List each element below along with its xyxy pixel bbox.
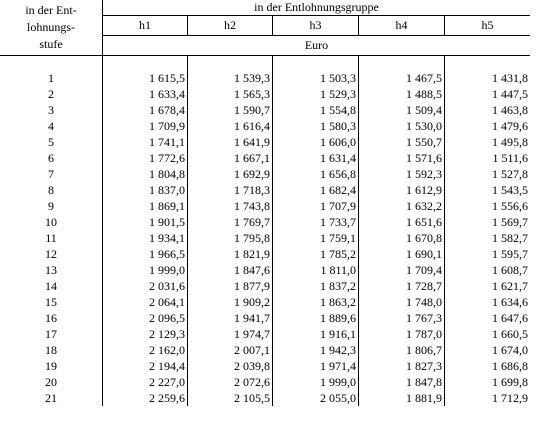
group-h3-header: h3 <box>273 16 359 36</box>
amount-cell: 1 550,7 <box>359 134 445 150</box>
stufe-cell: 17 <box>0 326 103 342</box>
spacer <box>273 56 359 70</box>
amount-cell: 1 699,8 <box>492 375 528 389</box>
amount-cell: 1 769,7 <box>188 214 273 230</box>
stufe-cell: 7 <box>0 166 103 182</box>
amount-cell: 1 682,4 <box>273 182 359 198</box>
amount-cell: 1 741,1 <box>103 134 188 150</box>
amount-cell: 1 592,3 <box>359 166 445 182</box>
amount-cell: 2 162,0 <box>103 342 188 358</box>
amount-cell: 1 582,7 <box>492 231 528 245</box>
spacer <box>0 56 103 70</box>
amount-cell: 2 259,6 <box>103 390 188 406</box>
amount-cell: 1 767,3 <box>359 310 445 326</box>
amount-cell: 1 641,9 <box>188 134 273 150</box>
amount-cell: 1 530,0 <box>359 118 445 134</box>
amount-cell: 2 227,0 <box>103 374 188 390</box>
amount-cell: 2 129,3 <box>103 326 188 342</box>
amount-cell: 1 447,5 <box>492 87 528 101</box>
amount-cell: 1 580,3 <box>273 118 359 134</box>
amount-cell: 1 787,0 <box>359 326 445 342</box>
amount-cell: 1 590,7 <box>188 102 273 118</box>
amount-cell: 1 651,6 <box>359 214 445 230</box>
amount-cell: 1 656,8 <box>273 166 359 182</box>
stufe-cell: 10 <box>0 214 103 230</box>
amount-cell: 1 692,9 <box>188 166 273 182</box>
amount-cell: 1 615,5 <box>103 70 188 86</box>
stufe-cell: 19 <box>0 358 103 374</box>
amount-cell: 1 674,0 <box>492 343 528 357</box>
amount-cell: 2 039,8 <box>188 358 273 374</box>
amount-cell: 1 621,7 <box>492 279 528 293</box>
amount-cell: 1 743,8 <box>188 198 273 214</box>
amount-cell: 2 007,1 <box>188 342 273 358</box>
stufe-cell: 15 <box>0 294 103 310</box>
group-h1-header: h1 <box>103 16 188 36</box>
amount-cell: 1 863,2 <box>273 294 359 310</box>
amount-cell: 1 748,0 <box>359 294 445 310</box>
stufe-header-line: in der Ent- <box>25 3 77 17</box>
amount-cell: 1 431,8 <box>492 71 528 85</box>
amount-cell: 2 055,0 <box>273 390 359 406</box>
amount-cell: 1 539,3 <box>188 70 273 86</box>
stufe-cell: 16 <box>0 310 103 326</box>
amount-cell: 1 712,9 <box>492 391 528 405</box>
amount-cell: 1 709,4 <box>359 262 445 278</box>
amount-cell: 1 647,6 <box>492 311 528 325</box>
amount-cell: 1 941,7 <box>188 310 273 326</box>
amount-cell: 1 999,0 <box>273 374 359 390</box>
amount-cell: 1 847,6 <box>188 262 273 278</box>
amount-cell: 1 709,9 <box>103 118 188 134</box>
stufe-cell: 12 <box>0 246 103 262</box>
amount-cell: 1 889,6 <box>273 310 359 326</box>
amount-cell: 1 511,6 <box>492 151 528 165</box>
amount-cell: 1 543,5 <box>492 183 528 197</box>
stufe-header-line: lohnungs- <box>27 20 75 34</box>
amount-cell: 2 105,5 <box>188 390 273 406</box>
amount-cell: 1 971,4 <box>273 358 359 374</box>
stufe-cell: 14 <box>0 278 103 294</box>
amount-cell: 1 811,0 <box>273 262 359 278</box>
amount-cell: 1 633,4 <box>103 86 188 102</box>
amount-cell: 1 488,5 <box>359 86 445 102</box>
stufe-cell: 4 <box>0 118 103 134</box>
amount-cell: 2 031,6 <box>103 278 188 294</box>
stufe-cell: 3 <box>0 102 103 118</box>
amount-cell: 1 660,5 <box>492 327 528 341</box>
amount-cell: 1 999,0 <box>103 262 188 278</box>
amount-cell: 1 632,2 <box>359 198 445 214</box>
stufe-cell: 21 <box>0 390 103 406</box>
amount-cell: 1 916,1 <box>273 326 359 342</box>
amount-cell: 1 670,8 <box>359 230 445 246</box>
amount-cell: 2 096,5 <box>103 310 188 326</box>
amount-cell: 1 707,9 <box>273 198 359 214</box>
spacer <box>188 56 273 70</box>
amount-cell: 1 569,7 <box>492 215 528 229</box>
stufe-header <box>0 0 103 56</box>
amount-cell: 1 495,8 <box>492 135 528 149</box>
amount-cell: 1 634,6 <box>492 295 528 309</box>
amount-cell: 1 565,3 <box>188 86 273 102</box>
amount-cell: 1 606,0 <box>273 134 359 150</box>
amount-cell: 1 733,7 <box>273 214 359 230</box>
amount-cell: 1 554,8 <box>273 102 359 118</box>
amount-cell: 1 571,6 <box>359 150 445 166</box>
amount-cell: 1 806,7 <box>359 342 445 358</box>
stufe-cell: 18 <box>0 342 103 358</box>
stufe-cell: 13 <box>0 262 103 278</box>
amount-cell: 1 847,8 <box>359 374 445 390</box>
amount-cell: 1 690,1 <box>359 246 445 262</box>
unit-header: Euro <box>103 36 530 56</box>
amount-cell: 1 966,5 <box>103 246 188 262</box>
amount-cell: 1 837,0 <box>103 182 188 198</box>
stufe-cell: 2 <box>0 86 103 102</box>
spacer <box>359 56 445 70</box>
amount-cell: 1 877,9 <box>188 278 273 294</box>
stufe-cell: 5 <box>0 134 103 150</box>
amount-cell: 1 503,3 <box>273 70 359 86</box>
amount-cell: 1 974,7 <box>188 326 273 342</box>
amount-cell: 1 529,3 <box>273 86 359 102</box>
amount-cell: 2 194,4 <box>103 358 188 374</box>
amount-cell: 1 479,6 <box>492 119 528 133</box>
amount-cell: 1 881,9 <box>359 390 445 406</box>
amount-cell: 1 942,3 <box>273 342 359 358</box>
amount-cell: 1 509,4 <box>359 102 445 118</box>
stufe-header-line: stufe <box>39 37 63 51</box>
amount-cell: 1 678,4 <box>103 102 188 118</box>
spacer <box>445 56 530 70</box>
amount-cell: 1 616,4 <box>188 118 273 134</box>
amount-cell: 1 463,8 <box>492 103 528 117</box>
amount-cell: 1 934,1 <box>103 230 188 246</box>
amount-cell: 1 631,4 <box>273 150 359 166</box>
amount-cell: 1 718,3 <box>188 182 273 198</box>
amount-cell: 1 827,3 <box>359 358 445 374</box>
amount-cell: 1 837,2 <box>273 278 359 294</box>
group-h4-header: h4 <box>359 16 445 36</box>
amount-cell: 2 072,6 <box>188 374 273 390</box>
amount-cell: 1 608,7 <box>492 263 528 277</box>
amount-cell: 1 595,7 <box>492 247 528 261</box>
stufe-cell: 6 <box>0 150 103 166</box>
amount-cell: 1 785,2 <box>273 246 359 262</box>
amount-cell: 1 772,6 <box>103 150 188 166</box>
stufe-cell: 9 <box>0 198 103 214</box>
group-header: in der Entlohnungsgruppe <box>103 0 530 16</box>
amount-cell: 1 901,5 <box>103 214 188 230</box>
amount-cell: 1 556,6 <box>492 199 528 213</box>
amount-cell: 1 869,1 <box>103 198 188 214</box>
amount-cell: 1 795,8 <box>188 230 273 246</box>
stufe-cell: 8 <box>0 182 103 198</box>
spacer <box>103 56 188 70</box>
group-h5-header: h5 <box>445 16 530 36</box>
amount-cell: 1 821,9 <box>188 246 273 262</box>
stufe-cell: 1 <box>0 70 103 86</box>
amount-cell: 1 804,8 <box>103 166 188 182</box>
amount-cell: 2 064,1 <box>103 294 188 310</box>
amount-cell: 1 759,1 <box>273 230 359 246</box>
amount-cell: 1 467,5 <box>359 70 445 86</box>
stufe-cell: 11 <box>0 230 103 246</box>
amount-cell: 1 686,8 <box>492 359 528 373</box>
group-h2-header: h2 <box>188 16 273 36</box>
stufe-cell: 20 <box>0 374 103 390</box>
amount-cell: 1 909,2 <box>188 294 273 310</box>
amount-cell: 1 527,8 <box>492 167 528 181</box>
amount-cell: 1 728,7 <box>359 278 445 294</box>
amount-cell: 1 667,1 <box>188 150 273 166</box>
amount-cell: 1 612,9 <box>359 182 445 198</box>
